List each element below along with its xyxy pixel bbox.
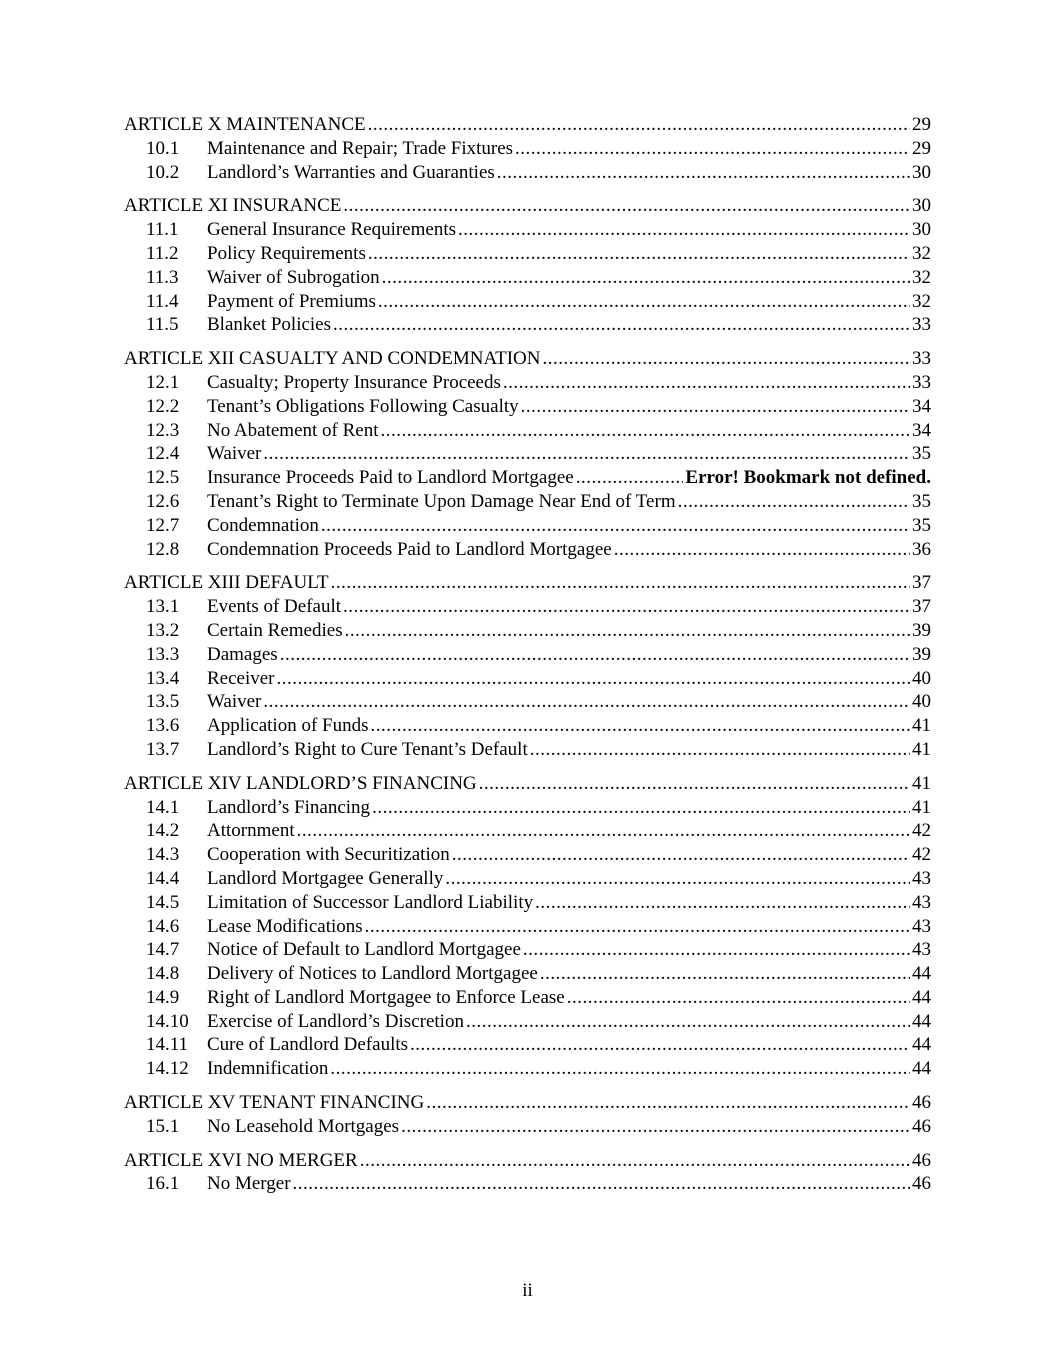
- toc-page-number: 35: [912, 514, 931, 536]
- toc-page-number: 33: [912, 348, 931, 370]
- toc-section-number: 14.4: [146, 867, 180, 889]
- toc-section-number: 12.4: [146, 443, 180, 465]
- toc-article: [124, 772, 931, 1081]
- toc-page-number: 46: [912, 1149, 931, 1171]
- toc-page-number: 44: [912, 986, 931, 1008]
- toc-section-number: 14.8: [146, 963, 180, 985]
- toc-section-number: 11.2: [146, 242, 179, 264]
- toc-section-title: Cure of Landlord Defaults: [207, 1034, 409, 1056]
- toc-article-entry[interactable]: [124, 194, 931, 218]
- toc-dot-leader: [368, 242, 910, 266]
- toc-section-entry[interactable]: [124, 938, 931, 962]
- toc-page-number: 42: [912, 820, 931, 842]
- toc-section-entry[interactable]: [124, 266, 931, 290]
- toc-page-number: 32: [912, 242, 931, 264]
- toc-section-number: 14.6: [146, 915, 180, 937]
- toc-page-number: 30: [912, 195, 931, 217]
- toc-section-number: 11.5: [146, 314, 179, 336]
- toc-page-number: 37: [912, 572, 931, 594]
- toc-section-title: Tenant’s Obligations Following Casualty: [207, 395, 519, 417]
- toc-dot-leader: [678, 490, 910, 514]
- toc-article-title: ARTICLE XVI NO MERGER: [124, 1149, 358, 1171]
- toc-dot-leader: [426, 1091, 910, 1115]
- toc-section-title: Casualty; Property Insurance Proceeds: [207, 371, 501, 393]
- toc-section-title: No Merger: [207, 1173, 291, 1195]
- toc-article-entry[interactable]: [124, 1149, 931, 1173]
- toc-section-number: 13.2: [146, 619, 180, 641]
- toc-section-title: Blanket Policies: [207, 314, 332, 336]
- toc-section-title: Exercise of Landlord’s Discretion: [207, 1010, 464, 1032]
- toc-section-title: Landlord’s Financing: [207, 796, 371, 818]
- toc-section-number: 15.1: [146, 1115, 180, 1137]
- toc-section-entry[interactable]: [124, 619, 931, 643]
- toc-dot-leader: [515, 137, 910, 161]
- toc-section-entry[interactable]: [124, 714, 931, 738]
- toc-section-title: Lease Modifications: [207, 915, 363, 937]
- toc-page-number: 41: [912, 772, 931, 794]
- toc-dot-leader: [445, 867, 910, 891]
- toc-section-title: Application of Funds: [207, 715, 369, 737]
- toc-article: [124, 113, 931, 184]
- toc-section-entry[interactable]: [124, 242, 931, 266]
- toc-section-title: Payment of Premiums: [207, 290, 376, 312]
- toc-article-entry[interactable]: [124, 571, 931, 595]
- toc-section-title: Delivery of Notices to Landlord Mortgagee: [207, 963, 538, 985]
- toc-section-entry[interactable]: [124, 137, 931, 161]
- toc-dot-leader: [382, 266, 910, 290]
- toc-section-entry[interactable]: [124, 867, 931, 891]
- toc-page-number: 39: [912, 643, 931, 665]
- toc-page-number: 43: [912, 939, 931, 961]
- toc-section-title: Landlord Mortgagee Generally: [207, 867, 444, 889]
- toc-section-title: Policy Requirements: [207, 242, 366, 264]
- toc-section-entry[interactable]: [124, 514, 931, 538]
- toc-article-title: ARTICLE XII CASUALTY AND CONDEMNATION: [124, 348, 541, 370]
- toc-section-number: 11.3: [146, 266, 179, 288]
- toc-section-number: 13.6: [146, 715, 180, 737]
- toc-page-number: 43: [912, 915, 931, 937]
- toc-page-number: 29: [912, 137, 931, 159]
- toc-section-entry[interactable]: [124, 595, 931, 619]
- toc-article-entry[interactable]: [124, 1091, 931, 1115]
- toc-page-number: 44: [912, 1010, 931, 1032]
- toc-section-entry[interactable]: [124, 643, 931, 667]
- toc-section-entry[interactable]: [124, 419, 931, 443]
- toc-dot-leader: [452, 843, 910, 867]
- toc-section-title: Insurance Proceeds Paid to Landlord Mortgagee: [207, 467, 574, 489]
- toc-section-number: 12.6: [146, 490, 180, 512]
- toc-section-number: 11.4: [146, 290, 179, 312]
- toc-page-number: 44: [912, 1034, 931, 1056]
- toc-section-entry[interactable]: [124, 1033, 931, 1057]
- toc-section-number: 12.2: [146, 395, 180, 417]
- toc-section-number: 16.1: [146, 1173, 180, 1195]
- toc-dot-leader: [280, 643, 910, 667]
- toc-dot-leader: [343, 595, 910, 619]
- toc-section-number: 11.1: [146, 219, 179, 241]
- toc-section-number: 12.3: [146, 419, 180, 441]
- toc-page-number: 43: [912, 867, 931, 889]
- toc-dot-leader: [576, 466, 684, 490]
- toc-dot-leader: [343, 194, 910, 218]
- toc-page-number: 43: [912, 891, 931, 913]
- toc-dot-leader: [368, 113, 910, 137]
- toc-article-entry[interactable]: [124, 347, 931, 371]
- toc-dot-leader: [479, 772, 910, 796]
- toc-section-title: Attornment: [207, 820, 295, 842]
- toc-article-title: ARTICLE XIII DEFAULT: [124, 572, 329, 594]
- toc-page-number: 35: [912, 490, 931, 512]
- toc-dot-leader: [297, 819, 910, 843]
- toc-article-title: ARTICLE XV TENANT FINANCING: [124, 1092, 425, 1114]
- toc-section-title: Events of Default: [207, 596, 342, 618]
- toc-section-entry[interactable]: [124, 891, 931, 915]
- toc-section-number: 14.5: [146, 891, 180, 913]
- toc-section-title: Landlord’s Right to Cure Tenant’s Default: [207, 738, 528, 760]
- toc-dot-leader: [371, 714, 911, 738]
- toc-section-entry[interactable]: [124, 819, 931, 843]
- toc-section-title: Waiver: [207, 443, 262, 465]
- toc-section-entry[interactable]: [124, 796, 931, 820]
- toc-section-title: General Insurance Requirements: [207, 219, 457, 241]
- toc-section-entry[interactable]: [124, 915, 931, 939]
- toc-section-entry[interactable]: [124, 442, 931, 466]
- toc-section-entry[interactable]: [124, 466, 931, 490]
- toc-page-number: 33: [912, 314, 931, 336]
- toc-dot-leader: [535, 891, 910, 915]
- toc-section-title: Maintenance and Repair; Trade Fixtures: [207, 137, 514, 159]
- toc-section-number: 14.12: [146, 1058, 189, 1080]
- toc-article: [124, 1149, 931, 1197]
- toc-section-entry[interactable]: [124, 218, 931, 242]
- toc-article-entry[interactable]: [124, 113, 931, 137]
- toc-page-number: 41: [912, 796, 931, 818]
- toc-section-number: 12.7: [146, 514, 180, 536]
- toc-dot-leader: [540, 962, 910, 986]
- toc-page-number: 41: [912, 715, 931, 737]
- toc-section-number: 14.1: [146, 796, 180, 818]
- toc-page-number: 42: [912, 844, 931, 866]
- toc-page-number: 34: [912, 395, 931, 417]
- toc-dot-leader: [263, 442, 910, 466]
- toc-dot-leader: [530, 738, 910, 762]
- toc-section-entry[interactable]: [124, 490, 931, 514]
- toc-page-number: 40: [912, 667, 931, 689]
- toc-section-title: Indemnification: [207, 1058, 329, 1080]
- toc-page-number: 34: [912, 419, 931, 441]
- toc-dot-leader: [263, 690, 910, 714]
- toc-page-number: 37: [912, 596, 931, 618]
- toc-section-entry[interactable]: [124, 1057, 931, 1081]
- toc-page-number: 29: [912, 114, 931, 135]
- toc-page-number: 32: [912, 290, 931, 312]
- table-of-contents: [124, 113, 931, 1206]
- toc-dot-leader: [381, 419, 911, 443]
- toc-section-number: 13.3: [146, 643, 180, 665]
- toc-section-entry[interactable]: [124, 371, 931, 395]
- toc-dot-leader: [614, 538, 910, 562]
- toc-section-title: No Leasehold Mortgages: [207, 1115, 400, 1137]
- toc-section-entry[interactable]: [124, 738, 931, 762]
- toc-section-number: 13.5: [146, 691, 180, 713]
- toc-article: [124, 347, 931, 561]
- toc-dot-leader: [345, 619, 910, 643]
- toc-section-entry[interactable]: [124, 313, 931, 337]
- toc-section-title: Landlord’s Warranties and Guaranties: [207, 161, 495, 183]
- toc-section-number: 14.3: [146, 844, 180, 866]
- toc-page-number: 44: [912, 963, 931, 985]
- toc-section-entry[interactable]: [124, 667, 931, 691]
- toc-page-number: 44: [912, 1058, 931, 1080]
- toc-section-title: Tenant’s Right to Terminate Upon Damage Near End of Term: [207, 490, 676, 512]
- toc-section-title: No Abatement of Rent: [207, 419, 379, 441]
- toc-page-number: 40: [912, 691, 931, 713]
- toc-page-number: 30: [912, 161, 931, 183]
- toc-section-title: Waiver of Subrogation: [207, 266, 380, 288]
- toc-dot-leader: [543, 347, 911, 371]
- toc-section-title: Notice of Default to Landlord Mortgagee: [207, 939, 521, 961]
- toc-page-number: 46: [912, 1115, 931, 1137]
- toc-dot-leader: [378, 290, 910, 314]
- toc-dot-leader: [321, 514, 910, 538]
- toc-dot-leader: [331, 571, 910, 595]
- toc-page-number: 30: [912, 219, 931, 241]
- toc-section-number: 14.7: [146, 939, 180, 961]
- toc-section-number: 12.1: [146, 371, 180, 393]
- toc-dot-leader: [330, 1057, 910, 1081]
- toc-section-entry[interactable]: [124, 962, 931, 986]
- toc-bookmark-error: Error! Bookmark not defined.: [685, 467, 931, 489]
- toc-page-number: 32: [912, 266, 931, 288]
- toc-section-entry[interactable]: [124, 290, 931, 314]
- toc-dot-leader: [401, 1115, 910, 1139]
- toc-section-number: 14.2: [146, 820, 180, 842]
- toc-section-title: Limitation of Successor Landlord Liability: [207, 891, 534, 913]
- toc-section-number: 12.5: [146, 467, 180, 489]
- toc-dot-leader: [503, 371, 910, 395]
- toc-article-title: ARTICLE XIV LANDLORD’S FINANCING: [124, 772, 477, 794]
- toc-section-entry[interactable]: [124, 986, 931, 1010]
- toc-page-number: 35: [912, 443, 931, 465]
- toc-section-entry[interactable]: [124, 1172, 931, 1196]
- toc-section-number: 12.8: [146, 538, 180, 560]
- toc-dot-leader: [497, 161, 910, 185]
- toc-dot-leader: [277, 667, 910, 691]
- toc-page-number: 46: [912, 1092, 931, 1114]
- toc-section-entry[interactable]: [124, 690, 931, 714]
- toc-page-number: 39: [912, 619, 931, 641]
- page-number: ii: [522, 1280, 533, 1301]
- toc-article-title: ARTICLE XI INSURANCE: [124, 195, 342, 217]
- toc-section-number: 10.1: [146, 137, 180, 159]
- toc-section-title: Certain Remedies: [207, 619, 343, 641]
- toc-section-entry[interactable]: [124, 1115, 931, 1139]
- toc-section-number: 10.2: [146, 161, 180, 183]
- toc-section-title: Receiver: [207, 667, 275, 689]
- toc-section-number: 13.1: [146, 596, 180, 618]
- toc-section-number: 13.7: [146, 738, 180, 760]
- toc-section-number: 14.9: [146, 986, 180, 1008]
- toc-section-title: Damages: [207, 643, 278, 665]
- toc-article-title: ARTICLE X MAINTENANCE: [124, 114, 366, 135]
- toc-section-entry[interactable]: [124, 538, 931, 562]
- toc-section-entry[interactable]: [124, 395, 931, 419]
- toc-dot-leader: [567, 986, 910, 1010]
- toc-article: [124, 571, 931, 761]
- toc-article: [124, 1091, 931, 1139]
- toc-dot-leader: [365, 915, 910, 939]
- toc-dot-leader: [360, 1149, 910, 1173]
- toc-page-number: 46: [912, 1173, 931, 1195]
- toc-dot-leader: [466, 1010, 910, 1034]
- toc-section-title: Condemnation: [207, 514, 319, 536]
- toc-dot-leader: [372, 796, 910, 820]
- toc-article: [124, 194, 931, 337]
- toc-dot-leader: [521, 395, 910, 419]
- toc-dot-leader: [458, 218, 910, 242]
- toc-section-number: 14.10: [146, 1010, 189, 1032]
- toc-section-entry[interactable]: [124, 1010, 931, 1034]
- toc-dot-leader: [333, 313, 910, 337]
- toc-section-entry[interactable]: [124, 843, 931, 867]
- toc-section-number: 14.11: [146, 1034, 189, 1056]
- toc-section-title: Condemnation Proceeds Paid to Landlord Mortgagee: [207, 538, 612, 560]
- toc-section-title: Waiver: [207, 691, 262, 713]
- toc-section-entry[interactable]: [124, 161, 931, 185]
- toc-dot-leader: [293, 1172, 910, 1196]
- toc-dot-leader: [523, 938, 910, 962]
- toc-section-number: 13.4: [146, 667, 180, 689]
- toc-page-number: 33: [912, 371, 931, 393]
- toc-dot-leader: [410, 1033, 910, 1057]
- toc-section-title: Right of Landlord Mortgagee to Enforce Lease: [207, 986, 565, 1008]
- toc-page-number: 41: [912, 738, 931, 760]
- toc-article-entry[interactable]: [124, 772, 931, 796]
- toc-section-title: Cooperation with Securitization: [207, 844, 450, 866]
- toc-page-number: 36: [912, 538, 931, 560]
